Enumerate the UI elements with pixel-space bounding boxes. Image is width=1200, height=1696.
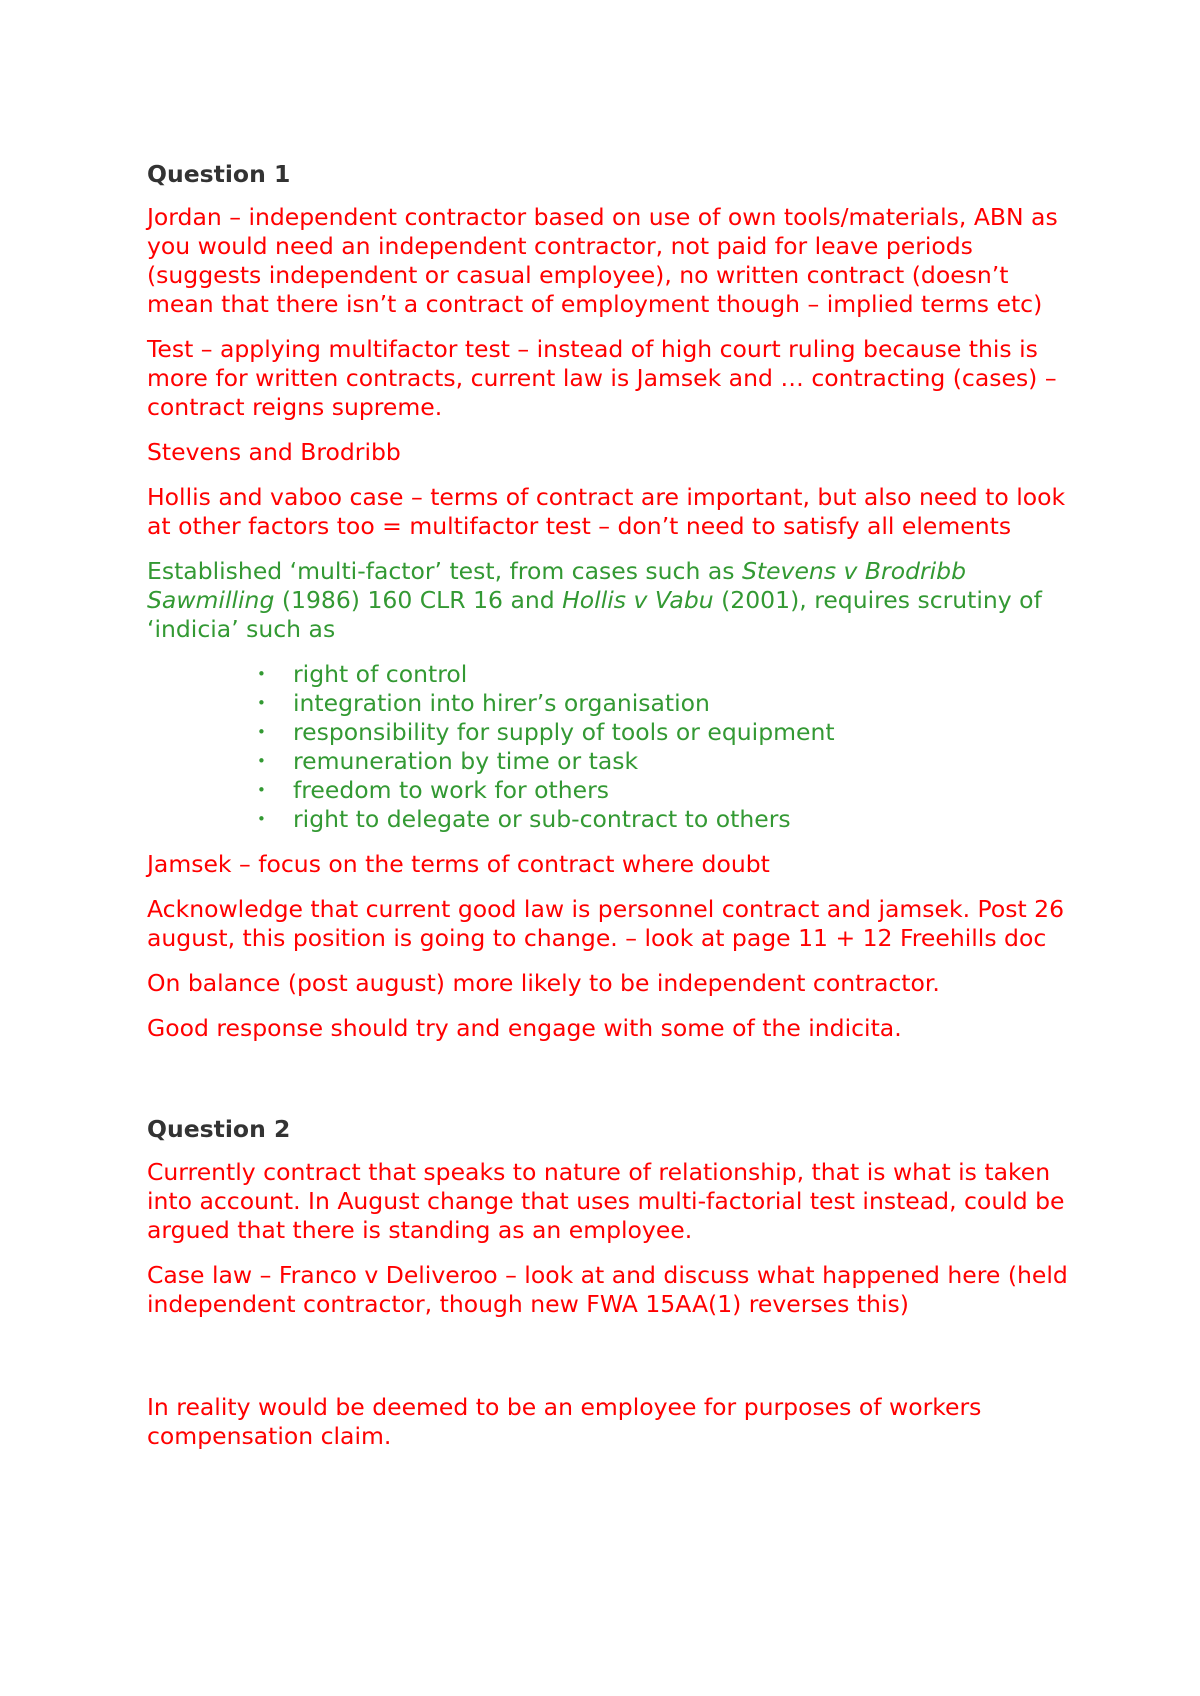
list-item-text: freedom to work for others bbox=[293, 776, 610, 804]
bullet-icon: • bbox=[257, 723, 266, 741]
case-citation-hollis: Hollis v Vabu bbox=[562, 586, 714, 614]
list-item-text: remuneration by time or task bbox=[293, 747, 639, 775]
list-item-text: right of control bbox=[293, 660, 468, 688]
q1-paragraph-stevens: Stevens and Brodribb bbox=[147, 438, 401, 466]
list-item-text: integration into hirer’s organisation bbox=[293, 689, 710, 717]
established-text-2: (1986) 160 CLR 16 and bbox=[274, 586, 563, 614]
q1-paragraph-test: Test – applying multifactor test – instead of high court ruling because this is more for written contracts, current law is Jamsek and … contracting (cases) – contract reigns supreme. bbox=[147, 335, 1057, 421]
spacer bbox=[147, 1335, 1077, 1393]
list-item-text: responsibility for supply of tools or equipment bbox=[293, 718, 835, 746]
q1-paragraph-jordan: Jordan – independent contractor based on use of own tools/materials, ABN as you would need an independent contractor, not paid for leave periods (suggests independent or casual employee), no written contract (doesn’t mean that there isn’t a contract of employment though – implied terms etc) bbox=[147, 203, 1058, 318]
established-text-3: (2001), requires scrutiny of ‘indicia’ such as bbox=[147, 586, 1042, 643]
bullet-icon: • bbox=[257, 810, 266, 828]
list-item bbox=[257, 805, 1077, 834]
q1-paragraph-jamsek: Jamsek – focus on the terms of contract where doubt bbox=[147, 850, 770, 878]
spacer bbox=[147, 1059, 1077, 1105]
list-item bbox=[257, 747, 1077, 776]
list-item bbox=[257, 689, 1077, 718]
q1-paragraph-hollis: Hollis and vaboo case – terms of contract are important, but also need to look at other factors too = multifactor test – don’t need to satisfy all elements bbox=[147, 483, 1066, 540]
list-item bbox=[257, 776, 1077, 805]
q2-paragraph-case-law: Case law – Franco v Deliveroo – look at and discuss what happened here (held independent contractor, though new FWA 15AA(1) reverses this) bbox=[147, 1261, 1068, 1318]
list-item bbox=[257, 660, 1077, 689]
bullet-icon: • bbox=[257, 781, 266, 799]
list-item bbox=[257, 718, 1077, 747]
bullet-icon: • bbox=[257, 694, 266, 712]
q1-paragraph-acknowledge: Acknowledge that current good law is personnel contract and jamsek. Post 26 august, this position is going to change. – look at page 11 + 12 Freehills doc bbox=[147, 895, 1065, 952]
q1-paragraph-established bbox=[147, 557, 1077, 644]
q1-paragraph-good-response: Good response should try and engage with some of the indicita. bbox=[147, 1014, 902, 1042]
bullet-icon: • bbox=[257, 752, 266, 770]
indicia-list bbox=[147, 660, 1077, 834]
q2-paragraph-currently: Currently contract that speaks to nature of relationship, that is what is taken into account. In August change that uses multi-factorial test instead, could be argued that there is standing as an employee. bbox=[147, 1158, 1065, 1244]
document-page bbox=[147, 150, 1077, 1467]
bullet-icon: • bbox=[257, 665, 266, 683]
established-text-1: Established ‘multi-factor’ test, from cases such as bbox=[147, 557, 742, 585]
case-citation-stevens: Stevens v Brodribb Sawmilling bbox=[147, 557, 967, 614]
q1-paragraph-balance: On balance (post august) more likely to be independent contractor. bbox=[147, 969, 940, 997]
question-2-heading: Question 2 bbox=[147, 1115, 291, 1143]
q2-paragraph-reality: In reality would be deemed to be an employee for purposes of workers compensation claim. bbox=[147, 1393, 982, 1450]
question-1-heading: Question 1 bbox=[147, 160, 291, 188]
list-item-text: right to delegate or sub-contract to others bbox=[293, 805, 791, 833]
